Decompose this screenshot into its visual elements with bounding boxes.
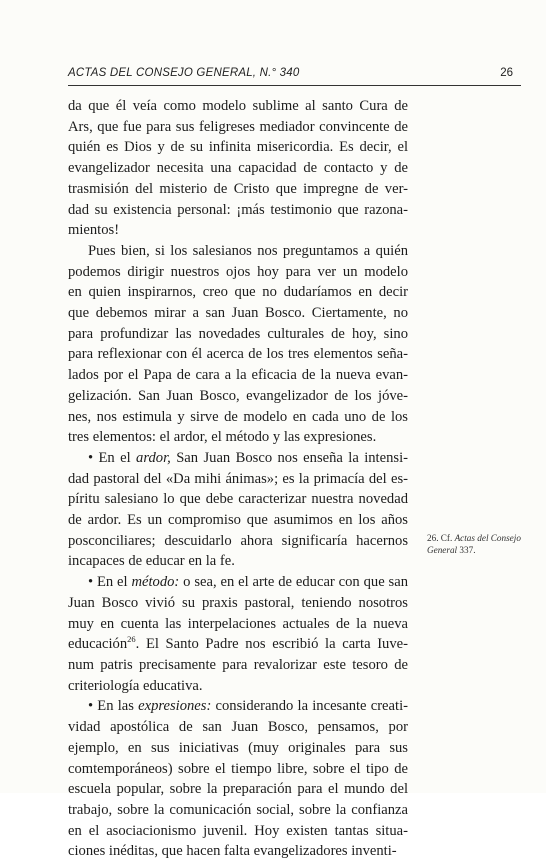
line-text: tres elementos: el ardor, el método y las expresiones. <box>68 429 377 446</box>
text-line <box>68 696 408 717</box>
text-line <box>68 365 408 386</box>
line-text: • En las <box>88 698 139 715</box>
text-line <box>68 655 408 676</box>
line-text: gelización. San Juan Bosco, evangelizador de los jóve- <box>68 387 408 404</box>
line-text: considerando la incesante creati- <box>211 698 408 715</box>
line-text: en quien inspirarnos, creo que no dudaríamos en decir <box>68 284 408 301</box>
line-text: vidad apostólica de san Juan Bosco, pensamos, por <box>68 719 408 736</box>
text-line <box>68 282 408 303</box>
line-text: incapaces de educar en la fe. <box>68 553 235 570</box>
footnote-number: 26. <box>427 533 439 543</box>
line-text: trasmisión del misterio de Cristo que impregne de ver- <box>68 180 408 197</box>
line-text: quién es Dios y de su infinita misericordia. Es decir, el <box>68 139 408 156</box>
line-text: Pues bien, si los salesianos nos preguntamos a quién <box>88 242 408 259</box>
text-line <box>68 179 408 200</box>
line-text: escuela popular, sobre la preparación para el mundo del <box>68 781 408 798</box>
line-text: en el asociacionismo juvenil. Hoy existen tantas situa- <box>68 822 408 839</box>
text-line <box>68 614 408 635</box>
text-line <box>68 469 408 490</box>
text-line <box>68 841 408 862</box>
line-text: trabajo, sobre la comunicación social, sobre la confianza <box>68 801 408 818</box>
text-line <box>68 593 408 614</box>
emphasis-term: método: <box>131 574 180 591</box>
text-line <box>68 137 408 158</box>
line-text: criteriología educativa. <box>68 677 203 694</box>
line-text: ciones inéditas, que hacen falta evangelizadores inventi- <box>68 843 397 860</box>
text-line <box>68 386 408 407</box>
line-text: ejemplo, en sus iniciativas (muy originales para sus <box>68 739 408 756</box>
line-text: . El Santo Padre nos escribió la carta Iuve- <box>135 636 408 653</box>
text-line <box>68 344 408 365</box>
text-line <box>68 324 408 345</box>
footnote-title: Actas del Consejo General <box>427 533 521 555</box>
text-line <box>68 96 408 117</box>
line-text: Ars, que fue para sus feligreses mediador convincente de <box>68 118 408 135</box>
text-line <box>68 220 408 241</box>
text-line <box>68 241 408 262</box>
text-line <box>68 551 408 572</box>
header-rule <box>68 85 521 86</box>
text-line <box>68 676 408 697</box>
line-text: de ardor. Es un compromiso que asumimos en los años <box>68 512 408 529</box>
line-text: para reflexionar con él acerca de los tres elementos seña- <box>68 346 408 363</box>
page-number: 26 <box>500 67 513 79</box>
body-text <box>68 96 408 862</box>
page-header <box>68 67 520 85</box>
text-line <box>68 158 408 179</box>
line-text: muy en cuenta las interpelaciones actuales de la nueva <box>68 615 408 632</box>
line-text: para profundizar las novedades culturales de hoy, sino <box>68 325 408 342</box>
text-line <box>68 200 408 221</box>
line-text: posconciliares; descuidarlo ahora significaría hacernos <box>68 532 408 549</box>
line-text: lados por el Papa de cara a la eficacia de la nueva evan- <box>68 367 408 384</box>
running-head: ACTAS DEL CONSEJO GENERAL, N.° 340 <box>68 67 300 79</box>
footnote-suffix: 337. <box>459 545 476 555</box>
line-text: • En el <box>88 449 137 466</box>
text-line <box>68 303 408 324</box>
text-line <box>68 779 408 800</box>
text-line <box>68 427 408 448</box>
text-line <box>68 489 408 510</box>
text-line <box>68 759 408 780</box>
line-text: o sea, en el arte de educar con que san <box>179 574 408 591</box>
text-line <box>68 738 408 759</box>
footnote-reference: 26 <box>127 634 136 645</box>
line-text: educación <box>68 636 128 653</box>
line-text: San Juan Bosco nos enseña la intensi- <box>170 449 408 466</box>
emphasis-term: expresiones: <box>138 698 212 715</box>
line-text: nes, nos estimula y sirve de modelo en cada uno de los <box>68 408 408 425</box>
line-text: mientos! <box>68 222 120 239</box>
line-text: num patris precisamente para revalorizar este tesoro de <box>68 656 408 673</box>
text-line <box>68 717 408 738</box>
text-line <box>68 117 408 138</box>
line-text: evangelizador necesita una capacidad de contacto y de <box>68 160 408 177</box>
line-text: píritu salesiano lo que debe caracterizar nuestra novedad <box>68 491 408 508</box>
emphasis-term: ardor, <box>136 449 171 466</box>
text-line <box>68 448 408 469</box>
line-text: comtemporáneos) sobre el tiempo libre, sobre el tipo de <box>68 760 408 777</box>
text-line <box>68 262 408 283</box>
text-line <box>68 800 408 821</box>
line-text: que debemos mirar a san Juan Bosco. Ciertamente, no <box>68 305 408 322</box>
line-text: dad pastoral del «Da mihi ánimas»; es la primacía del es- <box>68 470 408 487</box>
line-text: Juan Bosco vivió su praxis pastoral, teniendo nosotros <box>68 594 408 611</box>
line-text: • En el <box>88 574 132 591</box>
text-line <box>68 531 408 552</box>
line-text: podemos dirigir nuestros ojos hoy para ver un modelo <box>68 263 408 280</box>
text-line <box>68 634 408 655</box>
text-line <box>68 510 408 531</box>
side-footnote <box>427 532 527 556</box>
text-line <box>68 572 408 593</box>
text-line <box>68 407 408 428</box>
text-line <box>68 821 408 842</box>
footnote-prefix: Cf. <box>440 533 453 543</box>
line-text: da que él veía como modelo sublime al santo Cura de <box>68 98 408 114</box>
line-text: dad su existencia personal: ¡más testimonio que razona- <box>68 201 408 218</box>
